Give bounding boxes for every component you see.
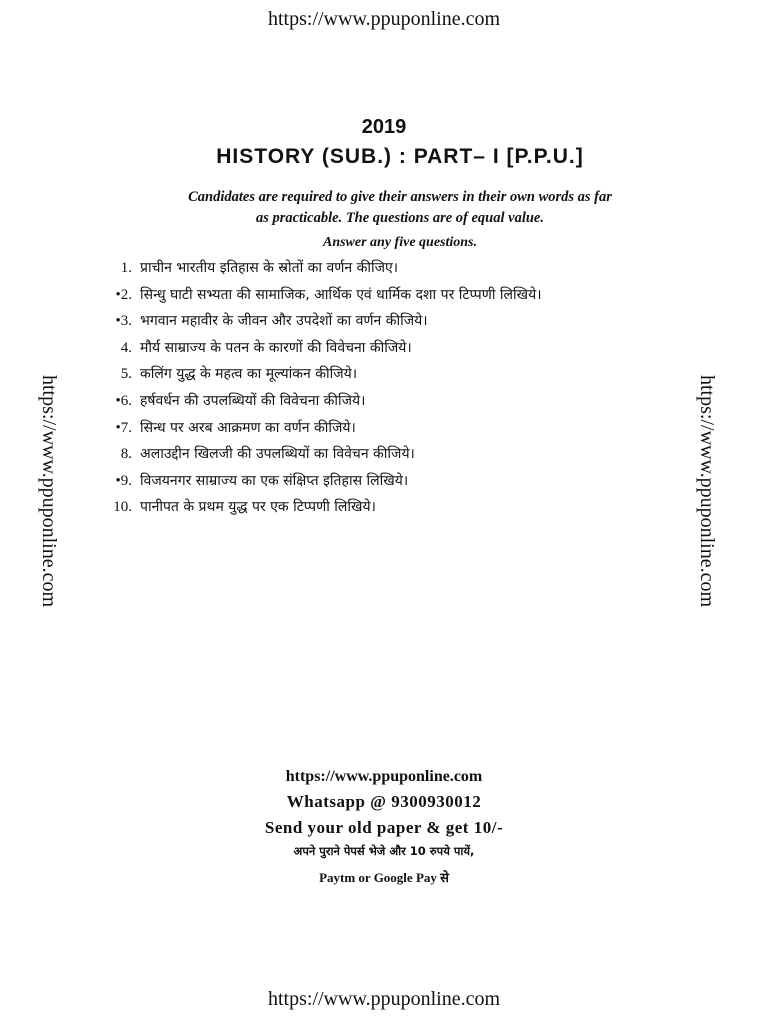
- question-number: 4.: [120, 339, 132, 356]
- answer-note: Answer any five questions.: [322, 235, 477, 250]
- question-text: अलाउद्दीन खिलजी की उपलब्धियों का विवेचन कीजिये।: [140, 446, 415, 463]
- watermark-left-url: https://www.ppuponline.com: [38, 375, 60, 608]
- question-item: [92, 471, 692, 498]
- question-item: [92, 497, 692, 524]
- offer-hindi-text: अपने पुराने पेपर्स भेजे और 10 रुपये पायें,: [293, 844, 475, 858]
- footer-url: https://www.ppuponline.com: [285, 768, 483, 785]
- question-text: मौर्य साम्राज्य के पतन के कारणों की विवेचना कीजिये।: [140, 339, 412, 356]
- question-list: [92, 258, 692, 524]
- watermark-bottom-url: https://www.ppuponline.com: [267, 988, 501, 1010]
- question-number: •7.: [115, 419, 132, 436]
- question-item: [92, 258, 692, 285]
- question-item: [92, 285, 692, 312]
- question-number: 1.: [120, 260, 132, 276]
- question-number: •6.: [115, 392, 132, 409]
- question-item: [92, 444, 692, 471]
- question-number: •9.: [115, 472, 132, 489]
- question-text: प्राचीन भारतीय इतिहास के स्रोतों का वर्णन कीजिए।: [140, 260, 399, 276]
- instructions-line-1: Candidates are required to give their answers in their own words as far: [188, 189, 612, 205]
- instructions: [120, 187, 680, 229]
- question-item: [92, 391, 692, 418]
- watermark-right-url: https://www.ppuponline.com: [696, 375, 718, 608]
- question-number: 5.: [120, 366, 132, 383]
- question-text: सिन्ध पर अरब आक्रमण का वर्णन कीजिये।: [140, 419, 356, 436]
- question-number: 8.: [120, 446, 132, 463]
- question-text: पानीपत के प्रथम युद्ध पर एक टिप्पणी लिखिये।: [140, 499, 376, 516]
- question-item: [92, 311, 692, 338]
- question-number: •3.: [115, 313, 132, 330]
- question-text: सिन्धु घाटी सभ्यता की सामाजिक, आर्थिक एवं धार्मिक दशा पर टिप्पणी लिखिये।: [140, 286, 542, 303]
- question-item: [92, 338, 692, 365]
- promo-footer: [0, 768, 768, 890]
- exam-year: 2019: [361, 116, 407, 138]
- question-item: [92, 418, 692, 445]
- send-paper-offer: Send your old paper & get 10/-: [264, 818, 504, 837]
- watermark-top-url: https://www.ppuponline.com: [267, 8, 501, 30]
- question-text: हर्षवर्धन की उपलब्धियों की विवेचना कीजिये।: [140, 392, 366, 409]
- question-number: •2.: [115, 286, 132, 303]
- exam-title: HISTORY (SUB.) : PART– I [P.P.U.]: [216, 145, 584, 168]
- payment-methods: Paytm or Google Pay से: [319, 870, 449, 885]
- whatsapp-contact: Whatsapp @ 9300930012: [286, 792, 482, 811]
- question-number: 10.: [113, 499, 132, 516]
- question-item: [92, 364, 692, 391]
- question-text: कलिंग युद्ध के महत्व का मूल्यांकन कीजिये।: [140, 366, 358, 383]
- question-text: भगवान महावीर के जीवन और उपदेशों का वर्णन कीजिये।: [140, 313, 428, 330]
- question-text: विजयनगर साम्राज्य का एक संक्षिप्त इतिहास लिखिये।: [140, 472, 409, 489]
- instructions-line-2: as practicable. The questions are of equal value.: [256, 210, 544, 226]
